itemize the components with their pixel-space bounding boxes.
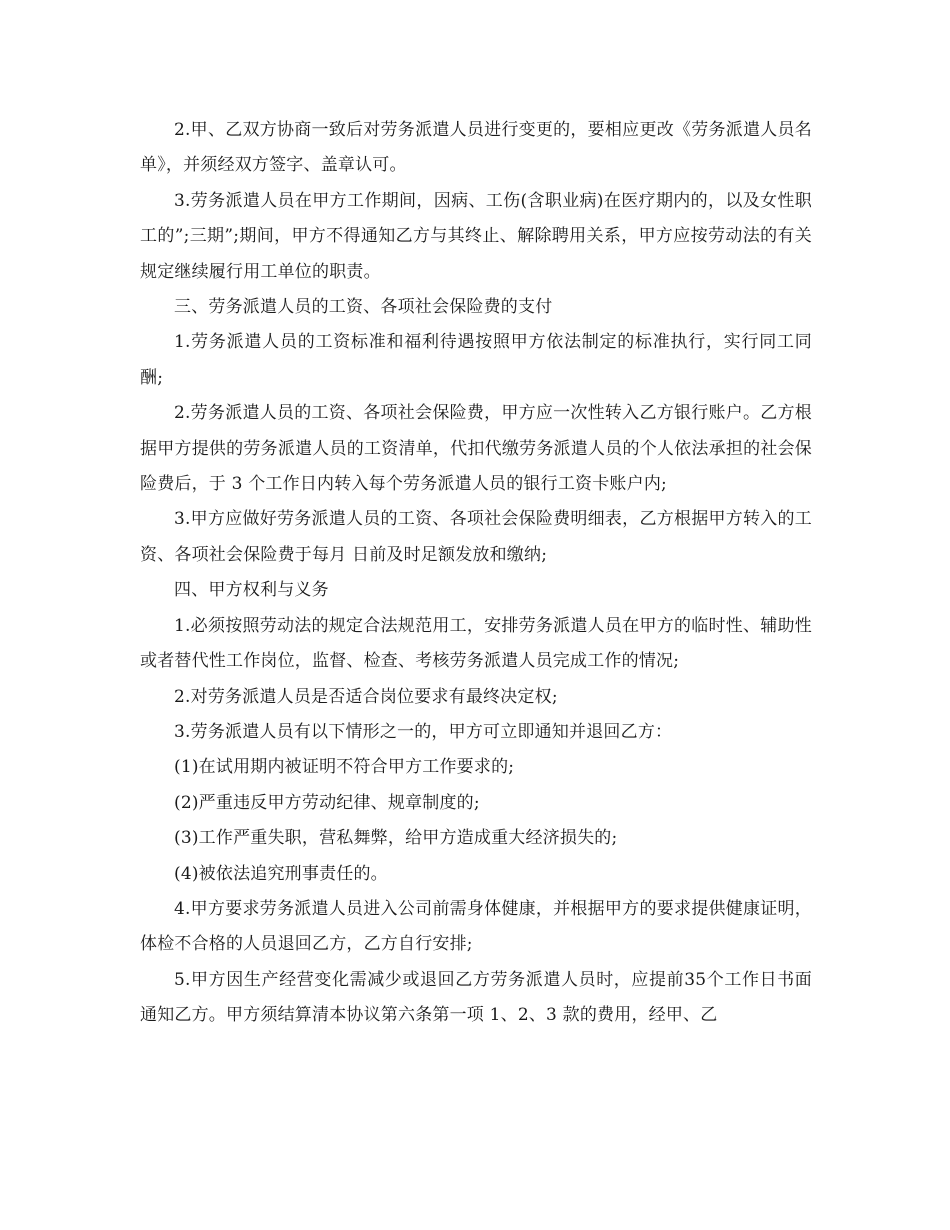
clause-3-return-conditions: 3.劳务派遣人员有以下情形之一的，甲方可立即通知并退回乙方： [174,721,673,742]
clause-4-health-check: 4.甲方要求劳务派遣人员进入公司前需身体健康，并根据甲方的要求提供健康证明，体检不合格的人员退回乙方，乙方自行安排; [140,898,812,955]
section-heading-wages-insurance: 三、劳务派遣人员的工资、各项社会保险费的支付 [174,297,553,318]
clause-1-equal-pay: 1.劳务派遣人员的工资标准和福利待遇按照甲方依法制定的标准执行，实行同工同酬; [140,332,812,388]
sub-item-2-discipline: (2)严重违反甲方劳动纪律、规章制度的; [174,792,480,813]
sub-item-3-negligence: (3)工作严重失职，营私舞弊，给甲方造成重大经济损失的; [174,828,618,849]
clause-5-advance-notice: 5.甲方因生产经营变化需减少或退回乙方劳务派遣人员时，应提前35个工作日书面通知乙方。甲方须结算清本协议第六条第一项 1、2、3 款的费用，经甲、乙 [140,969,812,1026]
sub-item-4-criminal: (4)被依法追究刑事责任的。 [174,863,388,884]
clause-2-payment-transfer: 2.劳务派遣人员的工资、各项社会保险费，甲方应一次性转入乙方银行账户。乙方根据甲方提供的劳务派遣人员的工资清单，代扣代缴劳务派遣人员的个人依法承担的社会保险费后，于 3 个工作日内转入每个劳务派遣人员的银行工资卡账户内; [140,403,812,495]
clause-3-medical-period: 3.劳务派遣人员在甲方工作期间，因病、工伤(含职业病)在医疗期内的，以及女性职工的”;三期”;期间，甲方不得通知乙方与其终止、解除聘用关系，甲方应按劳动法的有关规定继续履行用工单位的职责。 [140,190,812,282]
clause-1-lawful-employment: 1.必须按照劳动法的规定合法规范用工，安排劳务派遣人员在甲方的临时性、辅助性或者替代性工作岗位，监督、检查、考核劳务派遣人员完成工作的情况; [140,615,812,672]
clause-3-payment-schedule: 3.甲方应做好劳务派遣人员的工资、各项社会保险费明细表，乙方根据甲方转入的工资、各项社会保险费于每月 日前及时足额发放和缴纳; [140,509,812,565]
section-heading-party-a-rights: 四、甲方权利与义务 [174,580,329,601]
clause-2-final-decision: 2.对劳务派遣人员是否适合岗位要求有最终决定权; [174,686,558,707]
sub-item-1-probation: (1)在试用期内被证明不符合甲方工作要求的; [174,757,515,778]
clause-2-personnel-change: 2.甲、乙双方协商一致后对劳务派遣人员进行变更的，要相应更改《劳务派遣人员名单》，并须经双方签字、盖章认可。 [140,120,812,176]
document-body [140,113,812,1034]
